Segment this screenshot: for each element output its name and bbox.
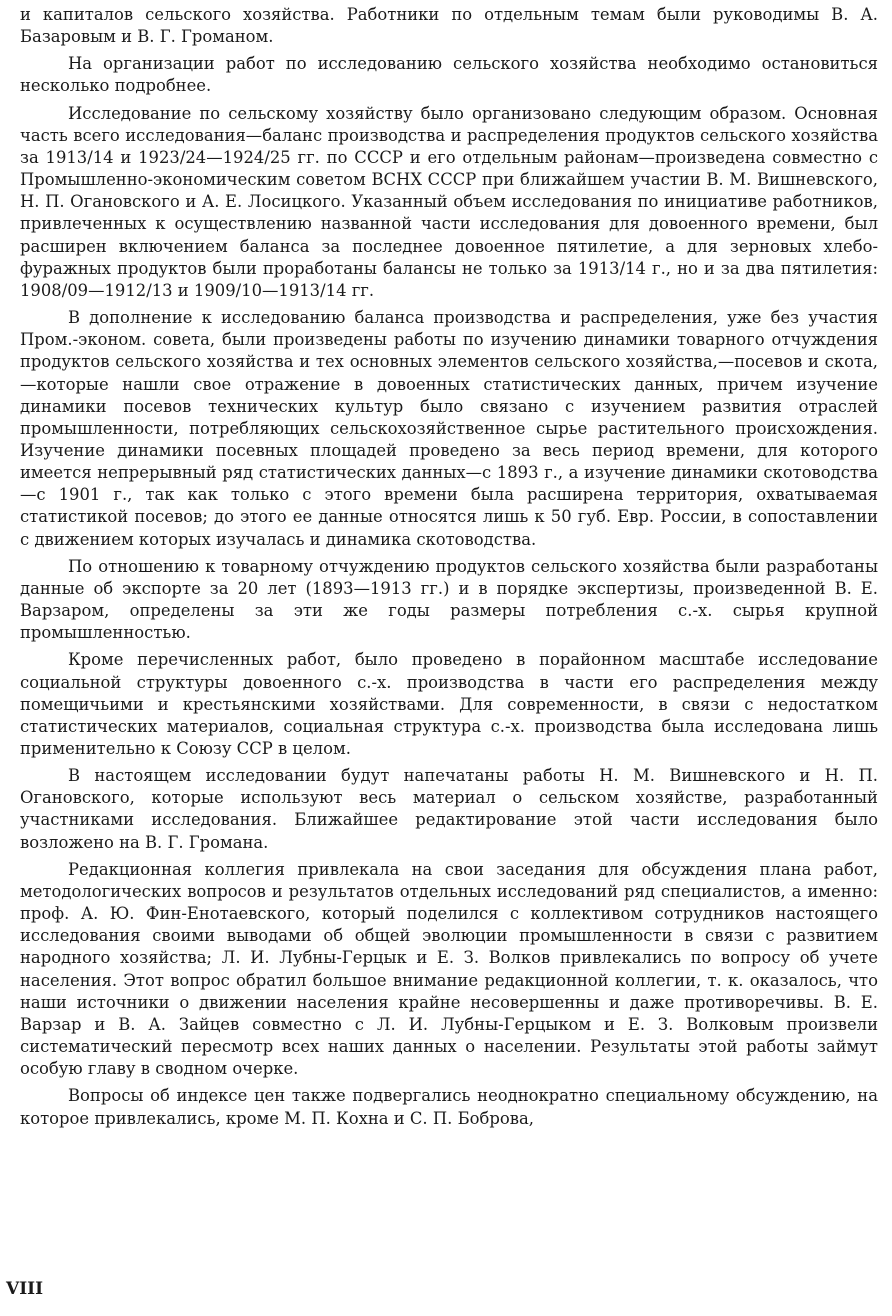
paragraph-export-data: По отношению к товарному отчуждению продуктов сельского хозяйства были разработаны данные об экспорте за 20 лет (1893—1913 гг.) и в порядке экспертизы, произведенной В. Е. Варзаром, определены за эти же годы размеры потребления с.-х. сырья крупной промышленностью.	[20, 556, 878, 643]
paragraph-agriculture-intro: На организации работ по исследованию сельского хозяйства необходимо остановиться несколько подробнее.	[20, 54, 878, 96]
page-body	[20, 4, 878, 1135]
paragraph-price-index: Вопросы об индексе цен также подвергались неоднократно специальному обсуждению, на которое привлекались, кроме М. П. Кохна и С. П. Боброва,	[20, 1086, 878, 1128]
page-number: VIII	[6, 1279, 44, 1299]
paragraph-research-organization: Исследование по сельскому хозяйству было организовано следующим образом. Основная часть всего исследования—баланс производства и распределения продуктов сельского хозяйства за 1913/14 и 1923/24—1924/25 гг. по СССР и его отдельным районам—произведена совместно с Промышленно-экономическим советом ВСНХ СССР при ближайшем участии В. М. Вишневского, Н. П. Огановского и А. Е. Лосицкого. Указанный объем исследования по инициативе работников, привлеченных к осуществлению названной части исследования для довоенного времени, был расширен включением баланса за последнее довоенное пятилетие, а для зерновых хлебо-фуражных продуктов были проработаны балансы не только за 1913/14 г., но и за два пятилетия: 1908/09—1912/13 и 1909/10—1913/14 гг.	[20, 103, 878, 300]
paragraph-editorial-board: Редакционная коллегия привлекала на свои заседания для обсуждения плана работ, методологических вопросов и результатов отдельных исследований ряд специалистов, а именно: проф. А. Ю. Фин-Енотаевского, который поделился с коллективом сотрудников настоящего исследования своими выводами об общей эволюции промышленности в связи с развитием народного хозяйства; Л. И. Лубны-Герцык и Е. З. Волков привлекались по вопросу об учете населения. Этот вопрос обратил большое внимание редакционной коллегии, т. к. оказалось, что наши источники о движении населения крайне несовершенны и даже противоречивы. В. Е. Варзар и В. А. Зайцев совместно с Л. И. Лубны-Герцыком и Е. З. Волковым произвели систематический пересмотр всех наших данных о населении. Результаты этой работы займут особую главу в сводном очерке.	[20, 859, 878, 1079]
paragraph-social-structure: Кроме перечисленных работ, было проведено в порайонном масштабе исследование социальной структуры довоенного с.-х. производства в части его распределения между помещичьими и крестьянскими хозяйствами. Для современности, в связи с недостатком статистических материалов, социальная структура с.-х. производства была исследована лишь применительно к Союзу ССР в целом.	[20, 650, 878, 758]
paragraph-dynamics-study: В дополнение к исследованию баланса производства и распределения, уже без участия Пром.-эконом. совета, были произведены работы по изучению динамики товарного отчуждения продуктов сельского хозяйства и тех основных элементов сельского хозяйства,—посевов и скота,—которые нашли свое отражение в довоенных статистических данных, причем изучение динамики посевов технических культур было связано с изучением развития отраслей промышленности, потребляющих сельскохозяйственное сырье растительного происхождения. Изучение динамики посевных площадей проведено за весь период времени, для которого имеется непрерывный ряд статистических данных—с 1893 г., а изучение динамики скотоводства—с 1901 г., так как только с этого времени была расширена территория, охватываемая статистикой посевов; до этого ее данные относятся лишь к 50 губ. Евр. России, в сопоставлении с движением которых изучалась и динамика скотоводства.	[20, 308, 878, 549]
paragraph-continuation: и капиталов сельского хозяйства. Работники по отдельным темам были руководимы В. А. Базаровым и В. Г. Громаном.	[20, 5, 878, 47]
paragraph-publications: В настоящем исследовании будут напечатаны работы Н. М. Вишневского и Н. П. Огановского, которые используют весь материал о сельском хозяйстве, разработанный участниками исследования. Ближайшее редактирование этой части исследования было возложено на В. Г. Громана.	[20, 766, 878, 852]
